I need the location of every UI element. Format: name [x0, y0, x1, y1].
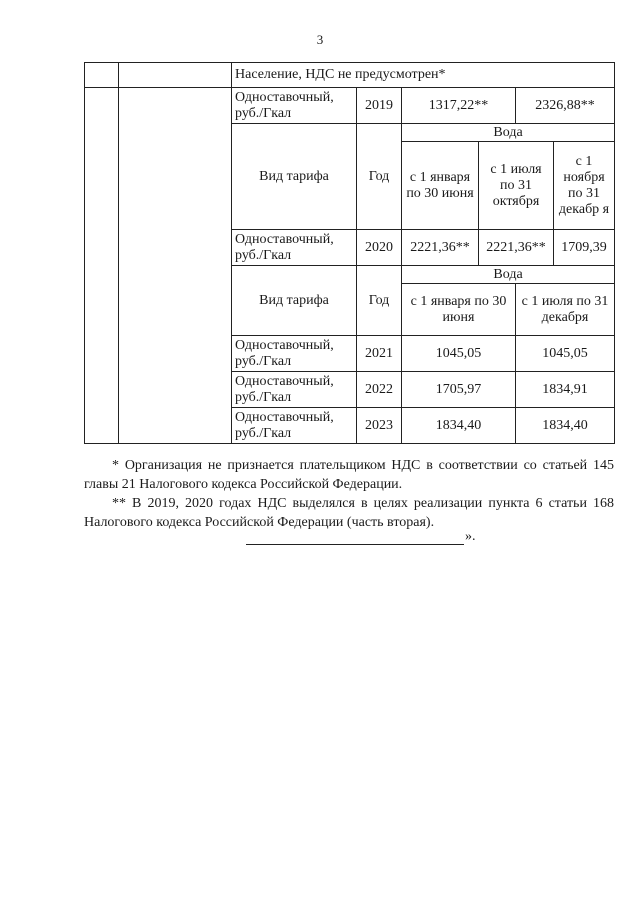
period-header: с 1 января по 30 июня	[402, 142, 479, 230]
value-cell: 1834,91	[516, 372, 615, 408]
page-number: 3	[316, 32, 324, 47]
empty-cell	[85, 88, 119, 444]
tariff-type-header: Вид тарифа	[232, 124, 357, 230]
year-cell: 2022	[357, 372, 402, 408]
signature-line	[246, 531, 464, 545]
tariff-cell: Одноставочный, руб./Гкал	[232, 408, 357, 444]
footnote-vat-allocation: ** В 2019, 2020 годах НДС выделялся в целях реализации пункта 6 статьи 168 Налогового кодекса Российской Федерации (часть вторая).	[84, 496, 614, 530]
table-row	[85, 88, 615, 124]
value-cell: 1045,05	[402, 336, 516, 372]
water-header: Вода	[402, 266, 615, 284]
period-header: с 1 июля по 31 декабря	[516, 284, 615, 336]
value-cell: 1317,22**	[402, 88, 516, 124]
tariff-cell: Одноставочный, руб./Гкал	[232, 336, 357, 372]
tariff-type-header: Вид тарифа	[232, 266, 357, 336]
year-cell: 2021	[357, 336, 402, 372]
water-header: Вода	[402, 124, 615, 142]
closing-quote: ».	[465, 529, 476, 544]
value-cell: 2326,88**	[516, 88, 615, 124]
empty-cell	[119, 63, 232, 88]
value-cell: 1834,40	[402, 408, 516, 444]
value-cell: 1705,97	[402, 372, 516, 408]
year-cell: 2023	[357, 408, 402, 444]
empty-cell	[85, 63, 119, 88]
value-cell: 1709,39	[554, 230, 615, 266]
population-note: Население, НДС не предусмотрен*	[232, 63, 615, 88]
year-cell: 2019	[357, 88, 402, 124]
value-cell: 1834,40	[516, 408, 615, 444]
period-header: с 1 июля по 31 октября	[479, 142, 554, 230]
tariff-cell: Одноставочный, руб./Гкал	[232, 230, 357, 266]
period-header: с 1 января по 30 июня	[402, 284, 516, 336]
year-header: Год	[357, 266, 402, 336]
empty-cell	[119, 88, 232, 444]
value-cell: 2221,36**	[402, 230, 479, 266]
tariff-cell: Одноставочный, руб./Гкал	[232, 88, 357, 124]
tariff-table	[84, 62, 615, 444]
year-cell: 2020	[357, 230, 402, 266]
year-header: Год	[357, 124, 402, 230]
population-row	[85, 63, 615, 88]
footnote-vat-exemption: * Организация не признается плательщиком НДС в соответствии со статьей 145 главы 21 Налогового кодекса Российской Федерации.	[84, 458, 614, 492]
tariff-cell: Одноставочный, руб./Гкал	[232, 372, 357, 408]
value-cell: 2221,36**	[479, 230, 554, 266]
period-header: с 1 ноября по 31 декабр я	[554, 142, 615, 230]
value-cell: 1045,05	[516, 336, 615, 372]
footnotes	[84, 456, 614, 532]
closing-line	[246, 529, 476, 545]
